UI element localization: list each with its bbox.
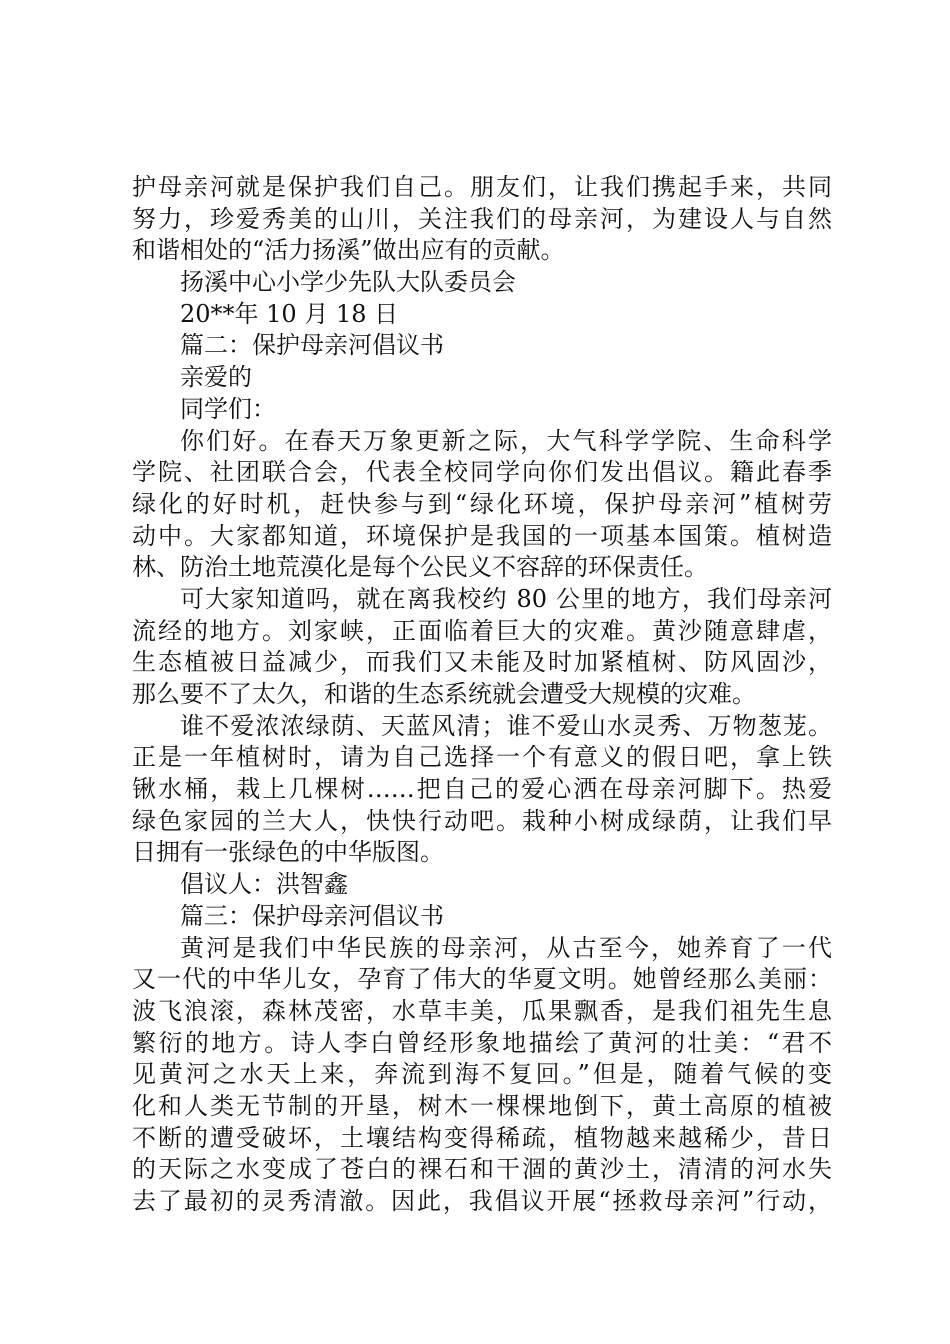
- text-line: 护母亲河就是保护我们自己。朋友们，让我们携起手来，共同: [132, 173, 832, 201]
- text-line: 扬溪中心小学少先队大队委员会: [180, 268, 516, 297]
- text-line: 绿色家园的兰大人，快快行动吧。栽种小树成绿荫，让我们早: [132, 806, 832, 835]
- text-line: 林、防治土地荒漠化是每个公民义不容辞的环保责任。: [132, 553, 708, 582]
- text-line: 的天际之水变成了苍白的裸石和干涸的黄沙土，清清的河水失: [132, 1155, 832, 1184]
- text-line: 你们好。在春天万象更新之际，大气科学学院、生命科学: [180, 426, 832, 455]
- text-line: 日拥有一张绿色的中华版图。: [132, 838, 444, 867]
- text-line: 同学们：: [180, 394, 276, 423]
- text-line: 篇二：保护母亲河倡议书: [180, 331, 444, 360]
- text-line: 生态植被日益减少，而我们又未能及时加紧植树、防风固沙，: [132, 648, 832, 677]
- text-line: 动中。大家都知道，环境保护是我国的一项基本国策。植树造: [132, 521, 832, 550]
- text-line: 去了最初的灵秀清澈。因此，我倡议开展“拯救母亲河”行动，: [132, 1187, 832, 1215]
- text-line: 绿化的好时机，赶快参与到“绿化环境，保护母亲河”植树劳: [132, 489, 832, 518]
- text-line: 化和人类无节制的开垦，树木一棵棵地倒下，黄土高原的植被: [132, 1091, 832, 1120]
- text-line: 篇三：保护母亲河倡议书: [180, 901, 444, 930]
- text-line: 可大家知道吗，就在离我校约 80 公里的地方，我们母亲河: [180, 584, 832, 613]
- text-line: 正是一年植树时，请为自己选择一个有意义的假日吧，拿上铁: [132, 743, 832, 772]
- text-line: 谁不爱浓浓绿荫、天蓝风清；谁不爱山水灵秀、万物葱茏。: [180, 711, 832, 740]
- text-line: 学院、社团联合会，代表全校同学向你们发出倡议。籍此春季: [132, 458, 832, 487]
- text-line: 和谐相处的“活力扬溪”做出应有的贡献。: [132, 236, 565, 265]
- text-line: 又一代的中华儿女，孕育了伟大的华夏文明。她曾经那么美丽：: [132, 965, 832, 994]
- text-line: 波飞浪滚，森林茂密，水草丰美，瓜果飘香，是我们祖先生息: [132, 996, 832, 1025]
- text-line: 繁衍的地方。诗人李白曾经形象地描绘了黄河的壮美：“君不: [132, 1028, 832, 1057]
- text-line: 锹水桶，栽上几棵树……把自己的爱心洒在母亲河脚下。热爱: [132, 775, 832, 804]
- text-line: 见黄河之水天上来，奔流到海不复回。”但是，随着气候的变: [132, 1060, 832, 1089]
- text-line: 20**年 10 月 18 日: [180, 299, 399, 328]
- text-line: 黄河是我们中华民族的母亲河，从古至今，她养育了一代: [180, 933, 832, 962]
- text-line: 努力，珍爱秀美的山川，关注我们的母亲河，为建设人与自然: [132, 204, 832, 233]
- document-page: [132, 172, 832, 1218]
- text-line: 不断的遭受破坏，土壤结构变得稀疏，植物越来越稀少，昔日: [132, 1123, 832, 1152]
- text-line: 流经的地方。刘家峡，正面临着巨大的灾难。黄沙随意肆虐，: [132, 616, 832, 645]
- text-line: 亲爱的: [180, 363, 252, 392]
- text-line: 那么要不了太久，和谐的生态系统就会遭受大规模的灾难。: [132, 680, 756, 708]
- text-line: 倡议人：洪智鑫: [180, 870, 348, 899]
